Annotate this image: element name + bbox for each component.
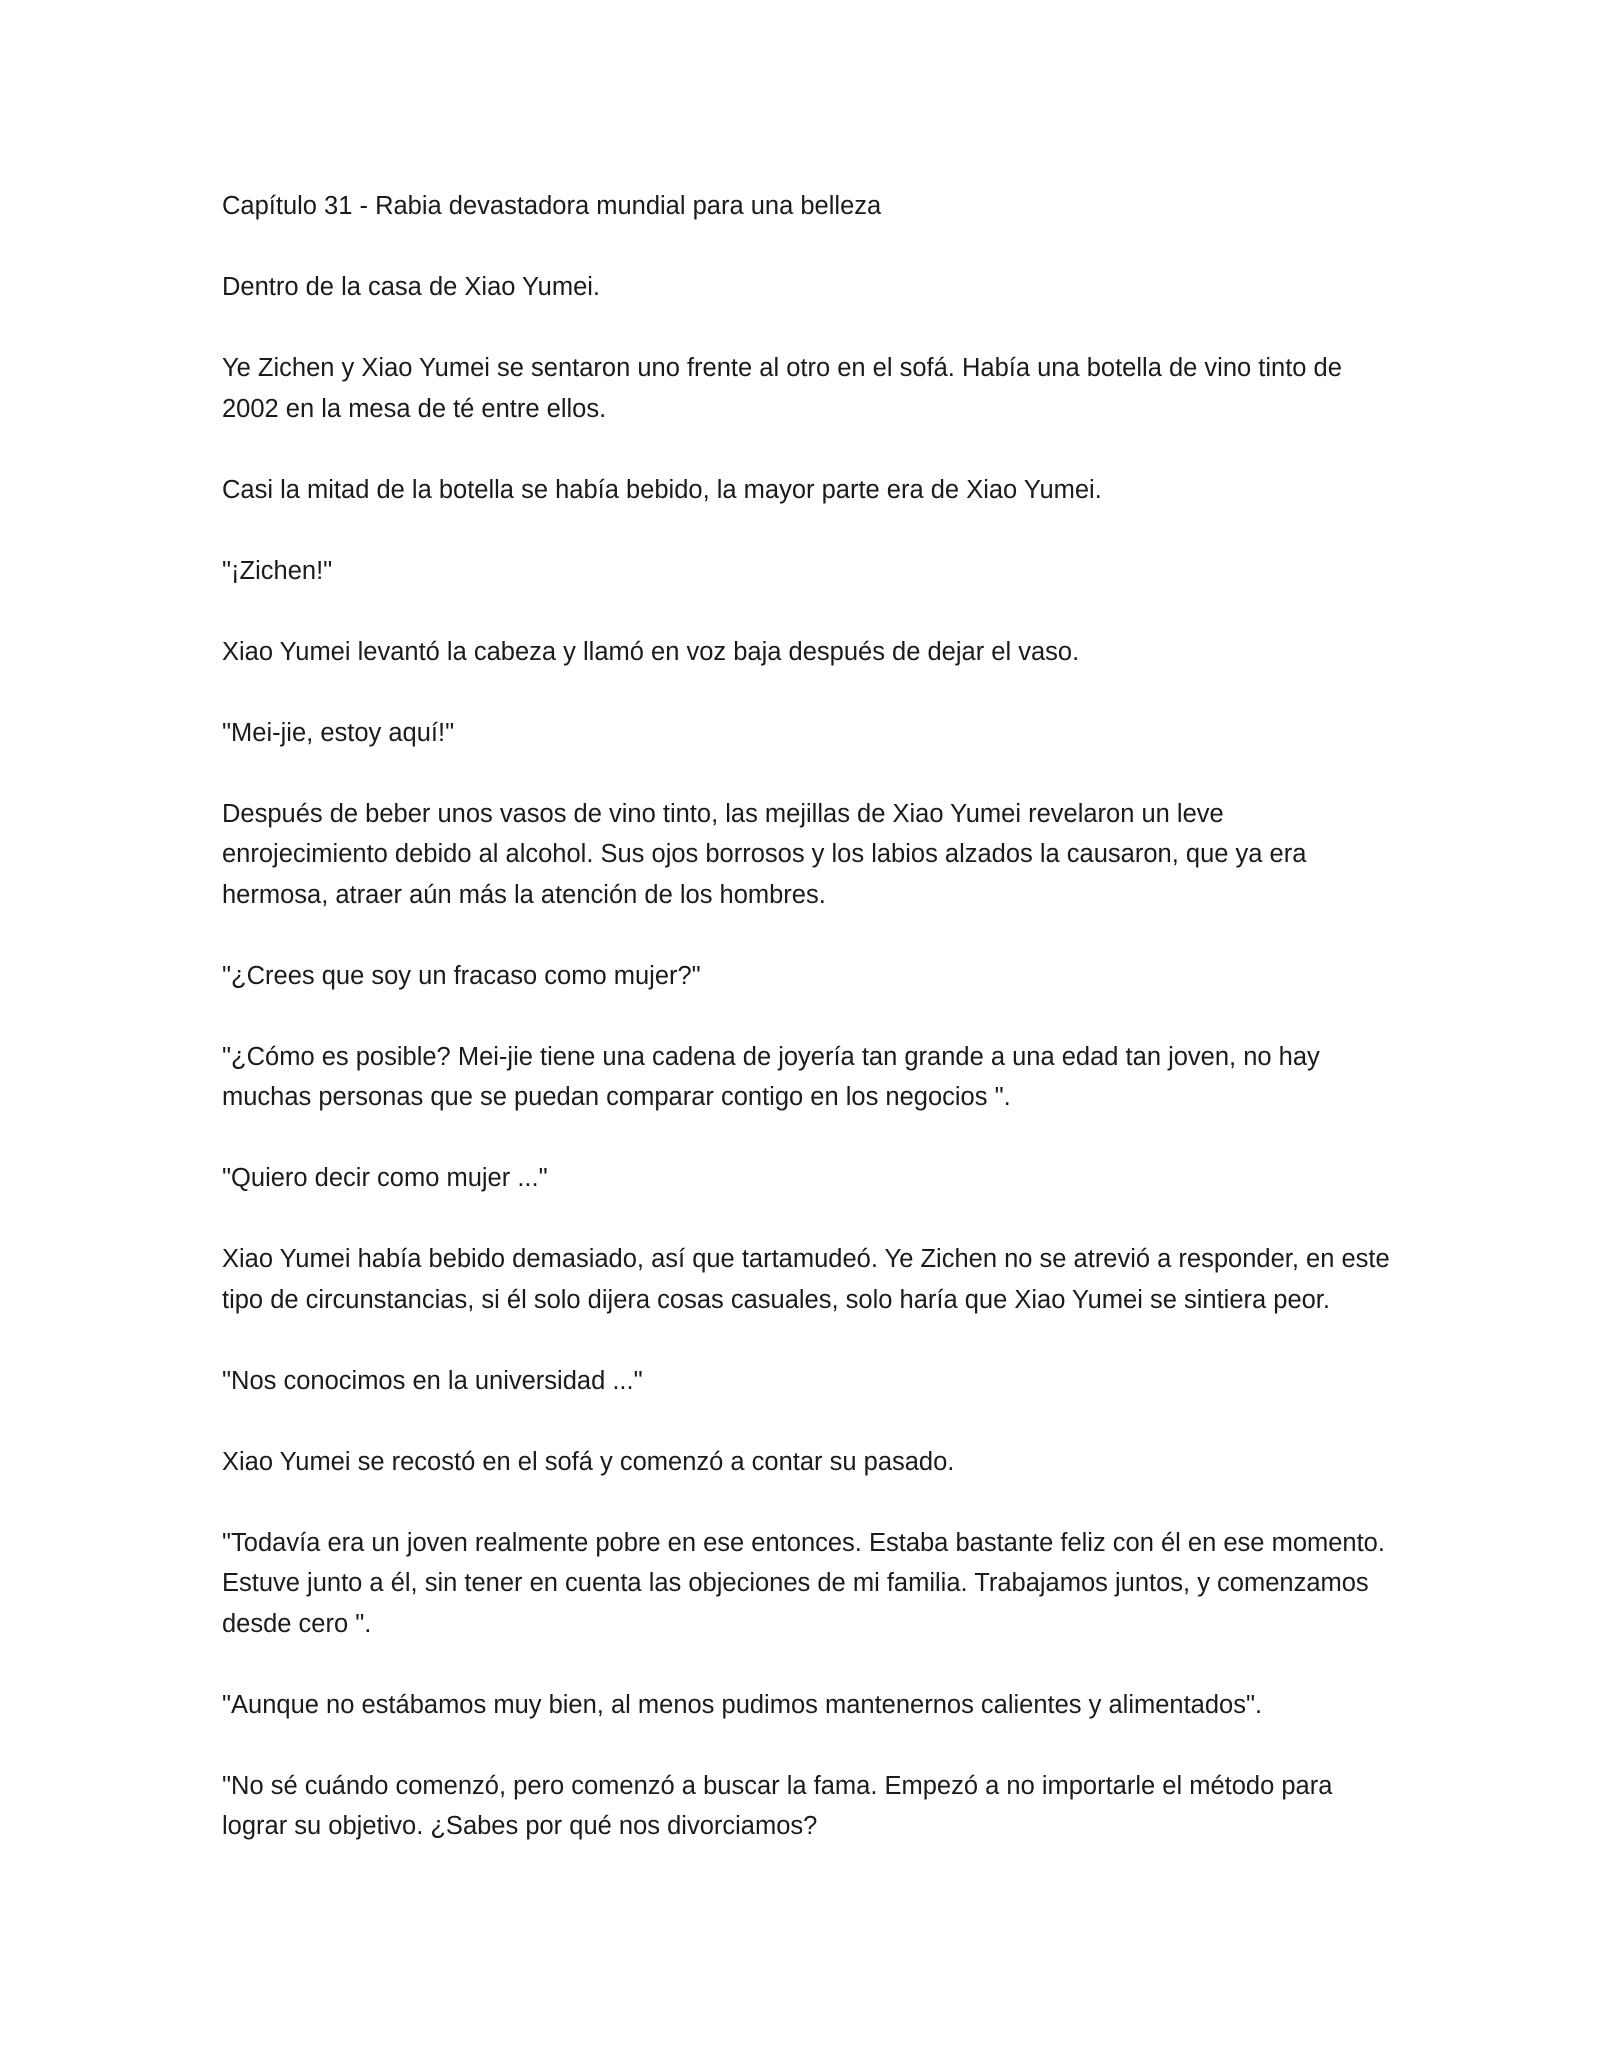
paragraph: "¿Crees que soy un fracaso como mujer?" (222, 961, 701, 990)
paragraph: "¡Zichen!" (222, 556, 333, 585)
paragraph: Xiao Yumei había bebido demasiado, así que tartamudeó. Ye Zichen no se atrevió a responder, en este tipo de circunstancias, si él solo dijera cosas casuales, solo haría que Xiao Yumei se sintiera peor. (222, 1245, 1390, 1314)
paragraph: "No sé cuándo comenzó, pero comenzó a buscar la fama. Empezó a no importarle el método para lograr su objetivo. ¿Sabes por qué nos divorciamos? (222, 1771, 1333, 1840)
paragraph: "Mei-jie, estoy aquí!" (222, 718, 455, 747)
paragraph: Ye Zichen y Xiao Yumei se sentaron uno frente al otro en el sofá. Había una botella de vino tinto de 2002 en la mesa de té entre ellos. (222, 354, 1342, 423)
paragraph: "Quiero decir como mujer ..." (222, 1164, 548, 1192)
paragraph: Casi la mitad de la botella se había bebido, la mayor parte era de Xiao Yumei. (222, 475, 1102, 504)
paragraph: Dentro de la casa de Xiao Yumei. (222, 273, 601, 301)
paragraph: "¿Cómo es posible? Mei-jie tiene una cadena de joyería tan grande a una edad tan joven, no hay muchas personas que se puedan comparar contigo en los negocios ". (222, 1042, 1320, 1111)
paragraph: Xiao Yumei se recostó en el sofá y comenzó a contar su pasado. (222, 1447, 955, 1476)
paragraph: "Aunque no estábamos muy bien, al menos pudimos mantenernos calientes y alimentados". (222, 1690, 1263, 1719)
document-body (222, 186, 1392, 1887)
paragraph: "Nos conocimos en la universidad ..." (222, 1366, 643, 1395)
paragraph: "Todavía era un joven realmente pobre en ese entonces. Estaba bastante feliz con él en ese momento. Estuve junto a él, sin tener en cuenta las objeciones de mi familia. Trabajamos juntos, y comenzamos desde cero ". (222, 1528, 1385, 1638)
paragraph: Xiao Yumei levantó la cabeza y llamó en voz baja después de dejar el vaso. (222, 637, 1080, 666)
chapter-title: Capítulo 31 - Rabia devastadora mundial para una belleza (222, 192, 882, 220)
paragraph: Después de beber unos vasos de vino tinto, las mejillas de Xiao Yumei revelaron un leve enrojecimiento debido al alcohol. Sus ojos borrosos y los labios alzados la causaron, que ya era hermosa, atraer aún más la atención de los hombres. (222, 799, 1307, 909)
